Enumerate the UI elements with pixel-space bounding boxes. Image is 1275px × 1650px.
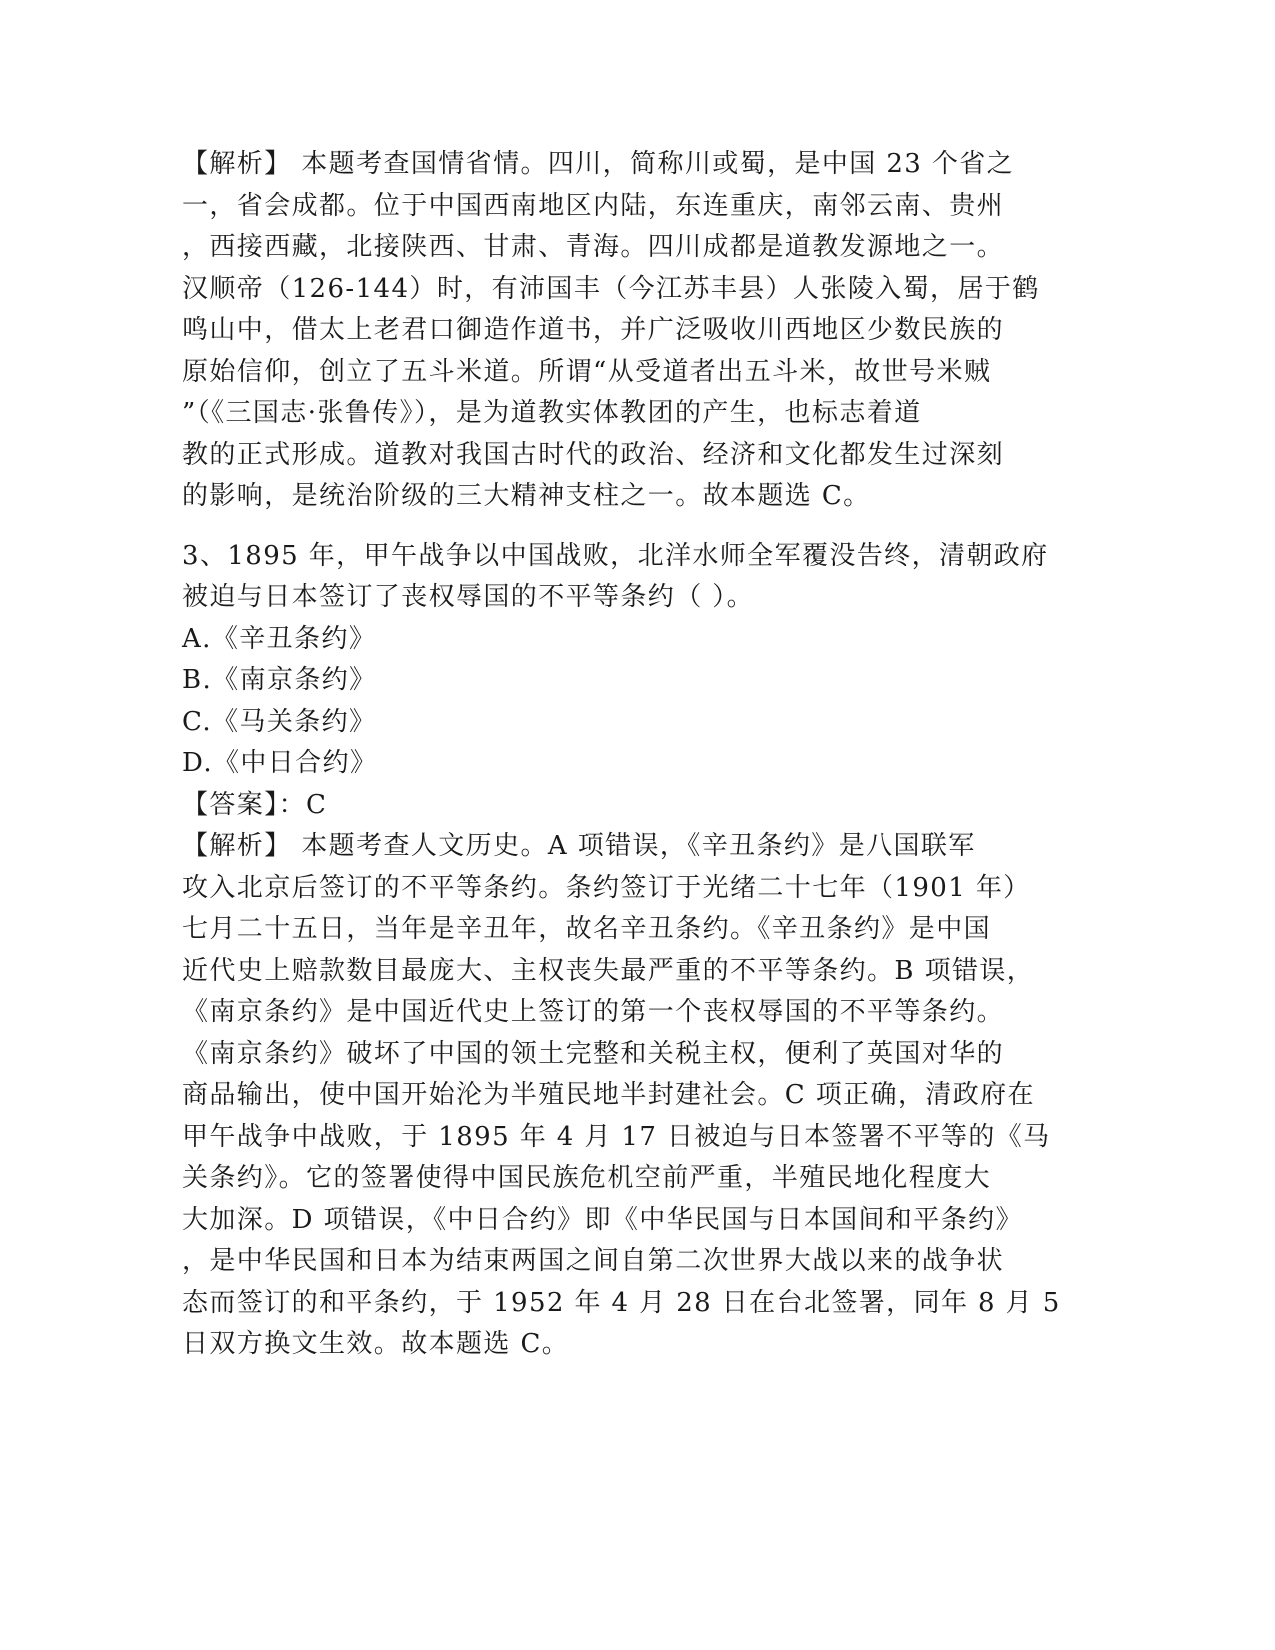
analysis-line: 态而签订的和平条约，于 1952 年 4 月 28 日在台北签署，同年 8 月 5 — [182, 1287, 1061, 1318]
analysis-line: 【解析】 本题考查国情省情。四川，简称川或蜀，是中国 23 个省之 — [182, 149, 1015, 179]
analysis-line: ，是中华民国和日本为结束两国之间自第二次世界大战以来的战争状 — [182, 1246, 1005, 1276]
paragraph-gap — [182, 518, 1032, 536]
analysis-line: 甲午战争中战败，于 1895 年 4 月 17 日被迫与日本签署不平等的《马 — [182, 1121, 1051, 1152]
analysis-line: 《南京条约》破坏了中国的领土完整和关税主权，便利了英国对华的 — [182, 1038, 1005, 1069]
question-stem-line: 被迫与日本签订了丧权辱国的不平等条约（ ）。 — [182, 582, 755, 612]
analysis-line: 攻入北京后签订的不平等条约。条约签订于光绪二十七年（1901 年） — [182, 872, 1031, 903]
analysis-line: 一，省会成都。位于中国西南地区内陆，东连重庆，南邻云南、贵州 — [182, 190, 1005, 221]
analysis-line: 汉顺帝（126-144）时，有沛国丰（今江苏丰县）人张陵入蜀，居于鹤 — [182, 273, 1040, 304]
analysis-line: 《南京条约》是中国近代史上签订的第一个丧权辱国的不平等条约。 — [182, 997, 1005, 1027]
option-b: B.《南京条约》 — [182, 665, 377, 695]
analysis-line: ，西接西藏，北接陕西、甘肃、青海。四川成都是道教发源地之一。 — [182, 232, 1005, 262]
analysis-line: 的影响，是统治阶级的三大精神支柱之一。故本题选 C。 — [182, 481, 871, 511]
answer-line: 【答案】：C — [182, 789, 328, 820]
option-d: D.《中日合约》 — [182, 748, 378, 778]
analysis-line: 日双方换文生效。故本题选 C。 — [182, 1329, 570, 1359]
analysis-line: 大加深。D 项错误，《中日合约》即《中华民国与日本国间和平条约》 — [182, 1204, 1023, 1235]
option-c: C.《马关条约》 — [182, 706, 377, 737]
document-body — [182, 144, 1061, 1366]
question-stem-line: 3、1895 年，甲午战争以中国战败，北洋水师全军覆没告终，清朝政府 — [182, 540, 1049, 571]
analysis-line: 七月二十五日，当年是辛丑年，故名辛丑条约。《辛丑条约》是中国 — [182, 914, 992, 944]
analysis-line: ”（《三国志·张鲁传》），是为道教实体教团的产生，也标志着道 — [182, 398, 922, 428]
question-3 — [182, 536, 1061, 1366]
analysis-line: 鸣山中，借太上老君口御造作道书，并广泛吸收川西地区少数民族的 — [182, 315, 1005, 345]
analysis-line: 关条约》。它的签署使得中国民族危机空前严重，半殖民地化程度大 — [182, 1163, 992, 1193]
analysis-line: 近代史上赔款数目最庞大、主权丧失最严重的不平等条约。B 项错误， — [182, 955, 1035, 986]
analysis-line: 商品输出，使中国开始沦为半殖民地半封建社会。C 项正确，清政府在 — [182, 1080, 1035, 1110]
analysis-block-q2 — [182, 144, 1040, 518]
option-a: A.《辛丑条约》 — [182, 623, 377, 654]
analysis-line: 原始信仰，创立了五斗米道。所谓“从受道者出五斗米，故世号米贼 — [182, 356, 992, 387]
analysis-line: 教的正式形成。道教对我国古时代的政治、经济和文化都发生过深刻 — [182, 439, 1005, 470]
analysis-line: 【解析】 本题考查人文历史。A 项错误，《辛丑条约》是八国联军 — [182, 831, 976, 861]
